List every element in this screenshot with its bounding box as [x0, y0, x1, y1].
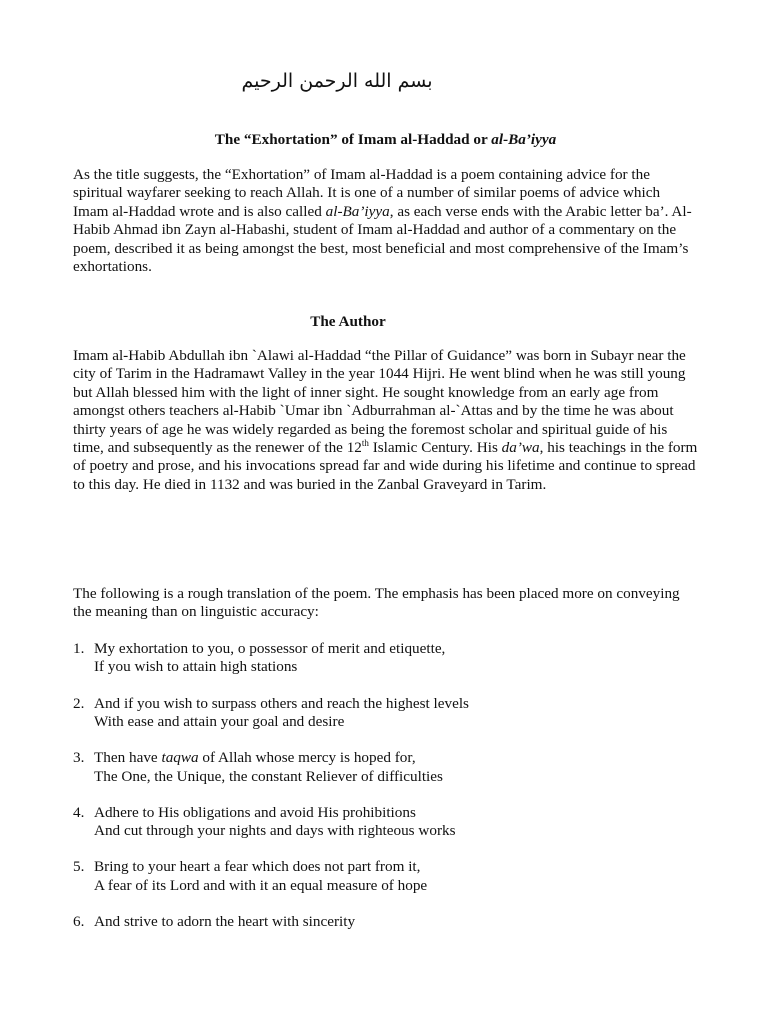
translation-note-paragraph: The following is a rough translation of the poem. The emphasis has been placed more on conveying the meaning than on linguistic accuracy: — [73, 585, 680, 621]
verse-number: 5. — [73, 858, 85, 876]
verse-line: Adhere to His obligations and avoid His prohibitions — [94, 803, 416, 821]
verse-number: 2. — [73, 694, 85, 712]
verse-number: 3. — [73, 749, 85, 767]
verse-number: 4. — [73, 803, 85, 821]
title-italic-text: al-Ba’iyya — [491, 131, 557, 148]
document-title — [73, 131, 698, 149]
verse-line: With ease and attain your goal and desire — [94, 713, 345, 730]
title-text: The “Exhortation” of Imam al-Haddad or — [214, 131, 492, 148]
intro-text-1: As the title suggests, the “Exhortation” of Imam al-Haddad is a poem containing advice for the spiritual wayfarer seeking to reach Allah. It is one of a number of similar poems of advice which Imam al-Haddad wrote and is also called — [73, 166, 661, 220]
author-text-1: Imam al-Habib Abdullah ibn `Alawi al-Haddad “the Pillar of Guidance” was born in Subayr near the city of Tarim in the Hadramawt Valley in the year 1044 Hijri. He went blind when he was still young but Allah blessed him with the light of inner sight. He sought knowledge from an early age from amongst others teachers al-Habib `Umar ibn `Adburrahman al-`Attas and by the time he was about thirty years of age he was widely regarded as being the foremost scholar and spiritual guide of his time, and subsequently as the renewer of the 12 — [73, 347, 686, 457]
intro-paragraph — [73, 166, 698, 276]
verse-item — [73, 804, 698, 841]
verse-italic-term: taqwa — [161, 749, 199, 767]
verse-item — [73, 640, 698, 677]
verse-number: 1. — [73, 640, 85, 657]
verse-line: And strive to adorn the heart with sincerity — [94, 912, 356, 930]
ordinal-superscript: th — [361, 437, 369, 448]
verse-text: of Allah whose mercy is hoped for, — [198, 749, 416, 767]
verse-item — [73, 695, 698, 732]
author-italic-term: da’wa — [501, 439, 540, 457]
author-section-heading: The Author — [310, 313, 386, 330]
author-text-2: Islamic Century. His — [368, 439, 502, 457]
verse-list — [73, 640, 698, 968]
author-biography-paragraph — [73, 347, 701, 494]
author-text-3: , his teachings in the form of poetry and prose, and his invocations spread far and wide during his lifetime and continue to spread to this day. He died in 1132 and was buried in the Zanbal Graveyard in Tarim. — [73, 439, 698, 493]
verse-line: Bring to your heart a fear which does not part from it, — [94, 858, 421, 876]
verse-line: A fear of its Lord and with it an equal measure of hope — [94, 876, 428, 894]
verse-line: The One, the Unique, the constant Reliever of difficulties — [94, 767, 443, 785]
verse-line: My exhortation to you, o possessor of merit and etiquette, — [94, 640, 446, 657]
verse-item — [73, 858, 698, 895]
bismillah-heading: بسم الله الرحمن الرحيم — [241, 70, 433, 92]
intro-text-2: , as each verse ends with the Arabic letter ba’. Al-Habib Ahmad ibn Zayn al-Habashi, student of Imam al-Haddad and author of a commentary on the poem, described it as being amongst the best, most beneficial and most comprehensive of the Imam’s exhortations. — [73, 202, 692, 276]
verse-text: Then have — [94, 749, 162, 767]
verse-line — [94, 749, 698, 767]
verse-number: 6. — [73, 912, 85, 930]
verse-item — [73, 749, 698, 786]
verse-item — [73, 913, 698, 950]
verse-line: And if you wish to surpass others and reach the highest levels — [94, 694, 469, 712]
verse-line: And cut through your nights and days with righteous works — [94, 822, 456, 840]
verse-line: If you wish to attain high stations — [94, 658, 298, 676]
intro-italic-term: al-Ba’iyya — [325, 202, 390, 220]
